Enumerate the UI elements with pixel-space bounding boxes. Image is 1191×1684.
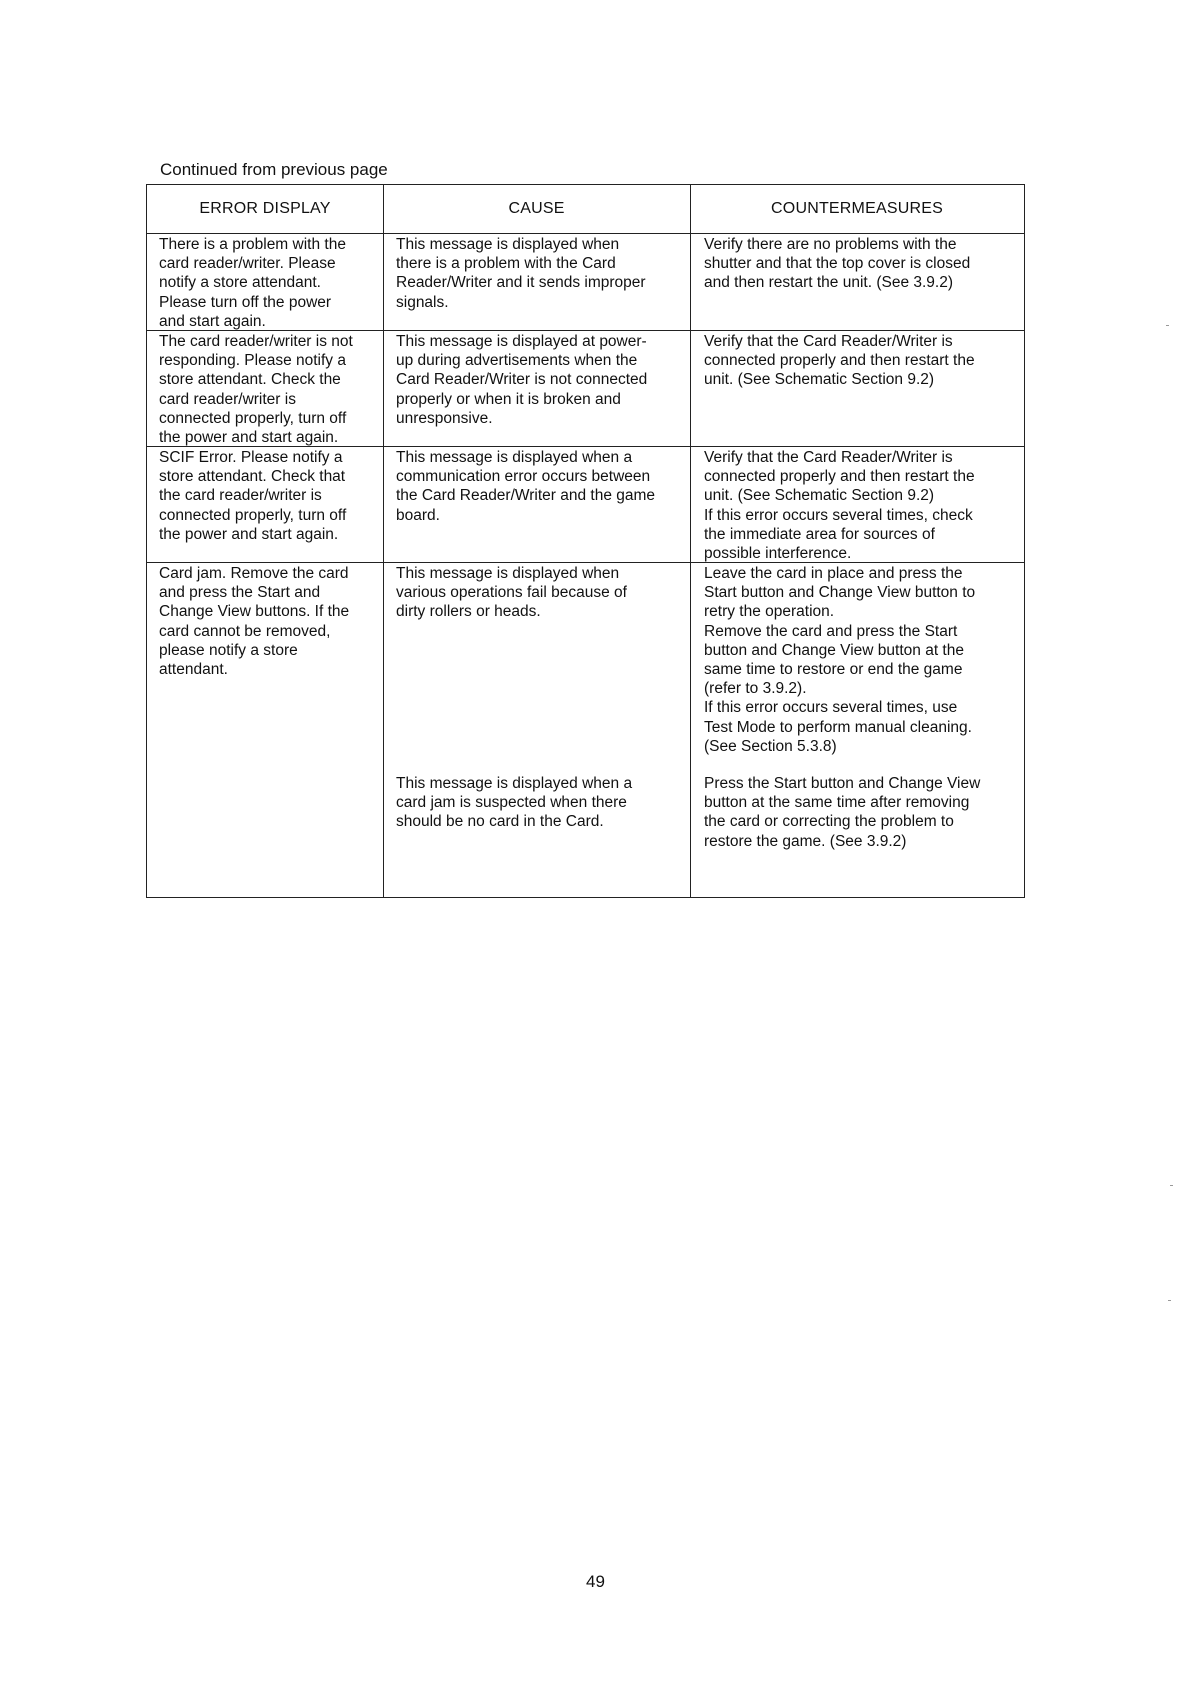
continued-note: Continued from previous page — [160, 160, 388, 179]
row2-cause: This message is displayed at power- up during advertisements when the Card Reader/Writer is not connected properly or when it is broken and unresponsive. — [396, 333, 648, 427]
row4-cause: This message is displayed when various operations fail because of dirty rollers or heads. — [396, 565, 627, 621]
row1-error-display: There is a problem with the card reader/writer. Please notify a store attendant. Please turn off the power and start again. — [159, 236, 346, 330]
row2-countermeasures: Verify that the Card Reader/Writer is connected properly and then restart the unit. (See Schematic Section 9.2) — [704, 333, 975, 389]
column-divider — [690, 185, 691, 897]
row4-countermeasures-secondary: Press the Start button and Change View button at the same time after removing the card or correcting the problem to restore the game. (See 3.9.2) — [704, 775, 981, 850]
scan-speck — [1168, 1300, 1171, 1301]
scan-speck — [1166, 325, 1169, 326]
row4-cause-secondary: This message is displayed when a card jam is suspected when there should be no card in the Card. — [396, 775, 633, 831]
page-number: 49 — [586, 1572, 605, 1591]
error-table — [146, 184, 1025, 898]
header-cause: CAUSE — [508, 200, 565, 217]
row3-countermeasures: Verify that the Card Reader/Writer is connected properly and then restart the unit. (See Schematic Section 9.2) If this error occurs several times, check the immediate area for sources of possible interference. — [704, 449, 975, 563]
scan-speck — [1170, 1185, 1173, 1186]
row1-cause: This message is displayed when there is a problem with the Card Reader/Writer and it sends improper signals. — [396, 236, 646, 311]
row3-cause: This message is displayed when a communication error occurs between the Card Reader/Writer and the game board. — [396, 449, 656, 524]
row4-error-display: Card jam. Remove the card and press the Start and Change View buttons. If the card cannot be removed, please notify a store attendant. — [159, 565, 350, 679]
header-error-display: ERROR DISPLAY — [199, 200, 331, 217]
row3-error-display: SCIF Error. Please notify a store attendant. Check that the card reader/writer is connected properly, turn off the power and start again. — [159, 449, 347, 543]
row2-error-display: The card reader/writer is not responding. Please notify a store attendant. Check the card reader/writer is connected properly, turn off the power and start again. — [159, 333, 353, 447]
header-countermeasures: COUNTERMEASURES — [771, 200, 943, 217]
row-divider — [147, 233, 1024, 234]
column-divider — [383, 185, 384, 897]
row1-countermeasures: Verify there are no problems with the shutter and that the top cover is closed and then restart the unit. (See 3.9.2) — [704, 236, 971, 292]
row4-countermeasures: Leave the card in place and press the Start button and Change View button to retry the operation. Remove the card and press the Start button and Change View button at the same time to restore or end the game (refer to 3.9.2). If this error occurs several times, use Test Mode to perform manual cleaning. (See Section 5.3.8) — [704, 565, 976, 755]
